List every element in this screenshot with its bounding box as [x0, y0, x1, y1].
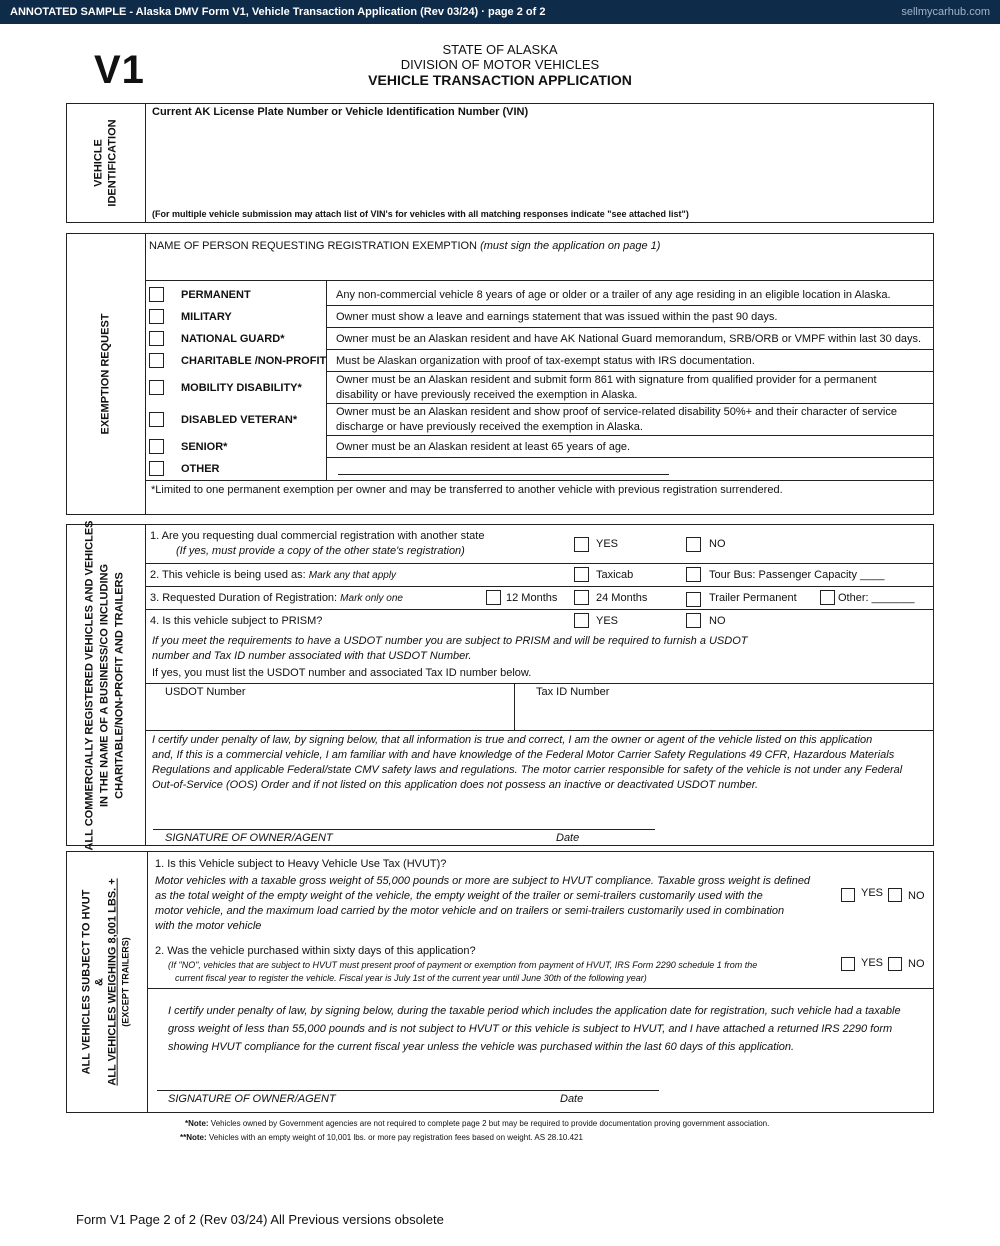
- military-label: MILITARY: [181, 311, 232, 323]
- banner-title: ANNOTATED SAMPLE - Alaska DMV Form V1, Vehicle Transaction Application (Rev 03/24) · page 2 of 2: [10, 6, 546, 18]
- permanent-label: PERMANENT: [181, 289, 251, 301]
- hvut-purchased-no-label: NO: [908, 958, 925, 970]
- duration-24-months-checkbox[interactable]: [574, 590, 589, 605]
- duration-12-months-checkbox[interactable]: [486, 590, 501, 605]
- exemption-name-input[interactable]: [150, 256, 928, 278]
- duration-other-checkbox[interactable]: [820, 590, 835, 605]
- hvut-signature-label: SIGNATURE OF OWNER/AGENT: [168, 1093, 336, 1105]
- hvut-date-label: Date: [560, 1093, 584, 1105]
- dual-registration-no-label: NO: [709, 538, 726, 550]
- commercial-q1: 1. Are you requesting dual commercial registration with another state: [150, 530, 485, 542]
- usdot-number-label: USDOT Number: [165, 686, 246, 698]
- senior-checkbox[interactable]: [149, 439, 164, 454]
- taxicab-label: Taxicab: [596, 569, 634, 581]
- permanent-checkbox[interactable]: [149, 287, 164, 302]
- commercial-q4: 4. Is this vehicle subject to PRISM?: [150, 615, 323, 627]
- mobility-disability-description: Owner must be an Alaskan resident and submit form 861 with signature from qualified provider for a permanent: [336, 374, 877, 386]
- commercial-signature-label: SIGNATURE OF OWNER/AGENT: [165, 832, 333, 844]
- hvut-cert-2: gross weight of less than 55,000 pounds and is not subject to HVUT or this vehicle is subject to HVUT, and I have attached a returned IRS 2290 form: [168, 1023, 893, 1035]
- banner-site: sellmycarhub.com: [901, 6, 990, 18]
- other-exemption-checkbox[interactable]: [149, 461, 164, 476]
- senior-description: Owner must be an Alaskan resident at least 65 years of age.: [336, 441, 631, 453]
- form-code: V1: [94, 48, 145, 92]
- taxicab-checkbox[interactable]: [574, 567, 589, 582]
- header-division: DIVISION OF MOTOR VEHICLES: [400, 57, 600, 72]
- trailer-permanent-checkbox[interactable]: [686, 592, 701, 607]
- hvut-purchased-yes-label: YES: [861, 957, 884, 969]
- hvut-signature-line[interactable]: [157, 1090, 659, 1091]
- charitable-description: Must be Alaskan organization with proof of tax-exempt status with IRS documentation.: [336, 355, 755, 367]
- note-weight-fees: **Note: Vehicles with an empty weight of 10,001 lbs. or more pay registration fees based on weight. AS 28.10.421: [180, 1133, 583, 1142]
- commercial-side-label: ALL COMMERCIALLY REGISTERED VEHICLES AND VEHICLES IN THE NAME OF A BUSINESS/CO INCLUDING CHARITABLE/NON-PROFIT AND TRAILERS: [84, 519, 127, 851]
- exemption-name-label: NAME OF PERSON REQUESTING REGISTRATION EXEMPTION (must sign the application on page 1): [149, 240, 661, 252]
- form-footer: Form V1 Page 2 of 2 (Rev 03/24) All Previous versions obsolete: [76, 1212, 444, 1227]
- commercial-cert-3: Regulations and applicable Federal/state CMV safety laws and regulations. The motor carrier responsible for safety of the vehicle is not under any Federal: [152, 764, 903, 776]
- prism-text-2: number and Tax ID number associated with that USDOT Number.: [152, 650, 472, 662]
- military-description: Owner must show a leave and earnings statement that was issued within the past 90 days.: [336, 311, 778, 323]
- commercial-cert-4: Out-of-Service (OOS) Order and if not listed on this application does not possess an inactive or deactivated USDOT number.: [152, 779, 759, 791]
- hvut-q1: 1. Is this Vehicle subject to Heavy Vehicle Use Tax (HVUT)?: [155, 858, 447, 870]
- hvut-q2: 2. Was the vehicle purchased within sixty days of this application?: [155, 945, 476, 957]
- hvut-q2-text-1: (If "NO", vehicles that are subject to HVUT must present proof of payment or exemption from payment of HVUT, IRS Form 2290 schedule 1 from the: [168, 960, 758, 970]
- exemption-footnote: *Limited to one permanent exemption per owner and may be transferred to another vehicle with previous registration surrendered.: [151, 484, 783, 496]
- commercial-cert-2: and, If this is a commercial vehicle, I am familiar with and have knowledge of the Federal Motor Carrier Safety Regulations 49 CFR, Hazardous Materials: [152, 749, 895, 761]
- prism-text-3: If yes, you must list the USDOT number and associated Tax ID number below.: [152, 667, 532, 679]
- vin-field-label: Current AK License Plate Number or Vehicle Identification Number (VIN): [152, 106, 529, 118]
- disabled-veteran-description: Owner must be an Alaskan resident and show proof of service-related disability 50%+ and their character of service: [336, 406, 897, 418]
- other-exemption-label: OTHER: [181, 463, 220, 475]
- hvut-q1-text-3: motor vehicle, and the maximum load carried by the motor vehicle and on trailers or semi-trailers customarily used in combination: [155, 905, 785, 917]
- tax-id-input[interactable]: [520, 700, 928, 728]
- hvut-purchased-yes-checkbox[interactable]: [841, 957, 855, 971]
- disabled-veteran-description-2: discharge or have previously received the exemption in Alaska.: [336, 421, 643, 433]
- hvut-cert-3: showing HVUT compliance for the current fiscal year unless the vehicle was purchased within the last 60 days of this application.: [168, 1041, 795, 1053]
- hvut-q1-text-4: with the motor vehicle: [155, 920, 262, 932]
- commercial-date-label: Date: [556, 832, 580, 844]
- national-guard-description: Owner must be an Alaskan resident and have AK National Guard memorandum, SRB/ORB or VMPF within last 30 days.: [336, 333, 922, 345]
- disabled-veteran-label: DISABLED VETERAN*: [181, 414, 298, 426]
- commercial-cert-1: I certify under penalty of law, by signing below, that all information is true and correct, I am the owner or agent of the vehicle listed on this application: [152, 734, 873, 746]
- duration-12-months-label: 12 Months: [506, 592, 558, 604]
- vin-multiple-note: (For multiple vehicle submission may attach list of VIN's for vehicles with all matching responses indicate "see attached list"): [152, 209, 689, 219]
- senior-label: SENIOR*: [181, 441, 228, 453]
- duration-24-months-label: 24 Months: [596, 592, 648, 604]
- vehicle-identification-label: VEHICLE IDENTIFICATION: [92, 119, 119, 207]
- other-exemption-input[interactable]: [338, 474, 669, 475]
- charitable-label: CHARITABLE /NON-PROFIT: [181, 355, 327, 367]
- commercial-q2: 2. This vehicle is being used as: Mark any that apply: [150, 569, 397, 581]
- mobility-disability-checkbox[interactable]: [149, 380, 164, 395]
- header-state: STATE OF ALASKA: [442, 42, 558, 57]
- disabled-veteran-checkbox[interactable]: [149, 412, 164, 427]
- dual-registration-yes-label: YES: [596, 538, 619, 550]
- tour-bus-checkbox[interactable]: [686, 567, 701, 582]
- tour-bus-label: Tour Bus: Passenger Capacity ____: [709, 569, 885, 581]
- prism-yes-label: YES: [596, 615, 619, 627]
- hvut-subject-no-checkbox[interactable]: [888, 888, 902, 902]
- hvut-side-label: ALL VEHICLES SUBJECT TO HVUT & ALL VEHICLES WEIGHING 8,001 LBS. + (EXCEPT TRAILERS): [80, 878, 131, 1086]
- hvut-subject-yes-checkbox[interactable]: [841, 888, 855, 902]
- prism-text-1: If you meet the requirements to have a USDOT number you are subject to PRISM and will be required to furnish a USDOT: [152, 635, 748, 647]
- national-guard-label: NATIONAL GUARD*: [181, 333, 285, 345]
- hvut-q1-text-1: Motor vehicles with a taxable gross weight of 55,000 pounds or more are subject to HVUT compliance. Taxable gross weight is defined: [155, 875, 811, 887]
- hvut-subject-yes-label: YES: [861, 887, 884, 899]
- mobility-disability-label: MOBILITY DISABILITY*: [181, 382, 302, 394]
- prism-yes-checkbox[interactable]: [574, 613, 589, 628]
- hvut-q2-text-2: current fiscal year to register the vehicle. Fiscal year is July 1st of the current year until June 30th of the following year): [175, 973, 647, 983]
- national-guard-checkbox[interactable]: [149, 331, 164, 346]
- hvut-q1-text-2: as the total weight of the empty weight of the vehicle, the empty weight of the trailer or semi-trailers customarily used with the: [155, 890, 763, 902]
- military-checkbox[interactable]: [149, 309, 164, 324]
- commercial-q3: 3. Requested Duration of Registration: Mark only one: [150, 592, 403, 604]
- hvut-purchased-no-checkbox[interactable]: [888, 957, 902, 971]
- prism-no-checkbox[interactable]: [686, 613, 701, 628]
- duration-other-label: Other: _______: [838, 592, 915, 604]
- commercial-signature-line[interactable]: [153, 829, 655, 830]
- dual-registration-yes-checkbox[interactable]: [574, 537, 589, 552]
- usdot-number-input[interactable]: [150, 700, 510, 728]
- header-title: VEHICLE TRANSACTION APPLICATION: [368, 72, 632, 88]
- annotation-banner: [0, 0, 1000, 24]
- vin-input-area[interactable]: [150, 124, 930, 204]
- permanent-description: Any non-commercial vehicle 8 years of age or older or a trailer of any age residing in an eligible location in Alaska.: [336, 289, 891, 301]
- commercial-q1-note: (If yes, must provide a copy of the other state's registration): [176, 545, 465, 557]
- trailer-permanent-label: Trailer Permanent: [709, 592, 797, 604]
- note-government: *Note: Vehicles owned by Government agencies are not required to complete page 2 but may be required to provide documentation proving government association.: [185, 1119, 770, 1128]
- tax-id-label: Tax ID Number: [536, 686, 610, 698]
- prism-no-label: NO: [709, 615, 726, 627]
- hvut-cert-1: I certify under penalty of law, by signing below, during the taxable period which includes the application date for registration, such vehicle had a taxable: [168, 1005, 901, 1017]
- charitable-checkbox[interactable]: [149, 353, 164, 368]
- exemption-request-label: EXEMPTION REQUEST: [99, 313, 112, 435]
- mobility-disability-description-2: disability or have previously received the exemption in Alaska.: [336, 389, 638, 401]
- dual-registration-no-checkbox[interactable]: [686, 537, 701, 552]
- hvut-subject-no-label: NO: [908, 890, 925, 902]
